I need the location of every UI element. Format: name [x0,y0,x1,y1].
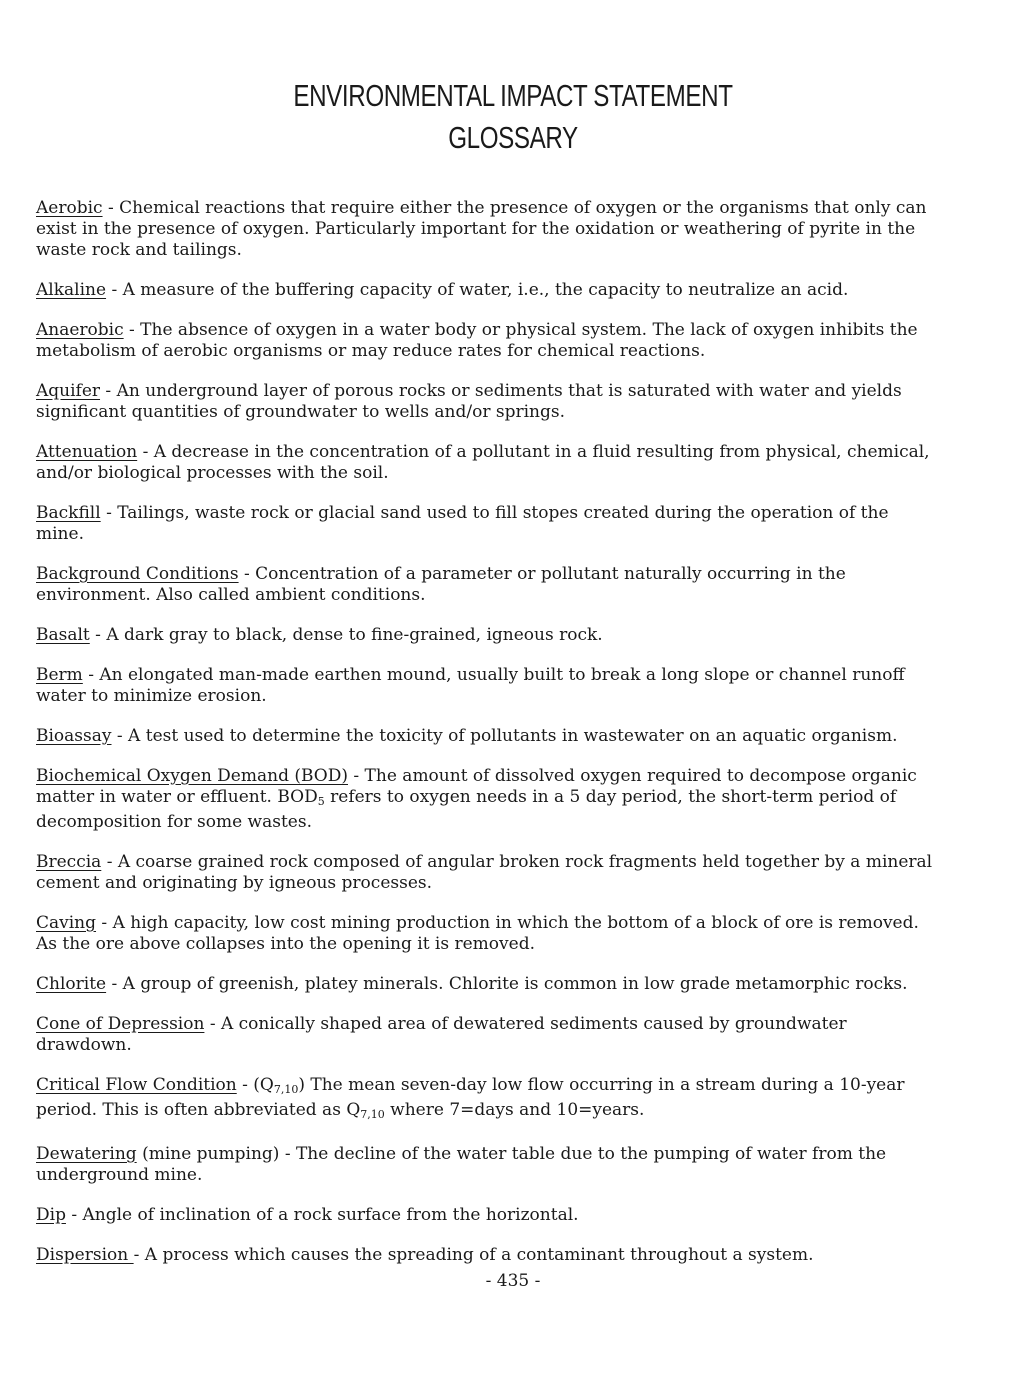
glossary-term: Caving [36,913,97,933]
page-number: - 435 - [485,1271,541,1291]
subscript: 5 [317,795,325,808]
glossary-entry-bioassay [36,726,936,747]
glossary-entry-aerobic [36,198,936,261]
subscript: 7,10 [360,1108,385,1121]
document-title: ENVIRONMENTAL IMPACT STATEMENT [293,78,733,113]
glossary-entry-caving [36,913,936,955]
glossary-entry-alkaline [36,280,936,301]
glossary-term: Dispersion [36,1245,134,1265]
glossary-term: Anaerobic [36,320,124,340]
glossary-term: Dip [36,1205,66,1225]
glossary-entry-bod [36,766,936,833]
glossary-definition: - The amount of dissolved oxygen required to decompose organic matter in water or effluent. BOD [36,766,917,807]
glossary-definition-cont: ) The mean seven-day low flow occurring in a stream during a 10-year period. This is often abbreviated as Q [36,1075,905,1120]
glossary-term: Chlorite [36,974,107,994]
glossary-entry-anaerobic [36,320,936,362]
glossary-term: Dewatering [36,1144,137,1164]
glossary-definition: - A process which causes the spreading of a contaminant throughout a system. [133,1245,814,1265]
glossary-term: Cone of Depression [36,1014,205,1034]
glossary-definition: - Chemical reactions that require either the presence of oxygen or the organisms that only can exist in the presence of oxygen. Particularly important for the oxidation or weathering of pyrite in the waste rock and tailings. [36,198,927,260]
glossary-definition: (mine pumping) - The decline of the water table due to the pumping of water from the underground mine. [36,1144,887,1185]
glossary-term: Alkaline [36,280,107,300]
glossary-definition: - Tailings, waste rock or glacial sand used to fill stopes created during the operation of the mine. [36,503,889,544]
glossary-entry-dispersion [36,1245,936,1266]
glossary-term: Basalt [36,625,90,645]
glossary-definition: - A conically shaped area of dewatered sediments caused by groundwater drawdown. [36,1014,847,1055]
document-subtitle: GLOSSARY [448,120,578,155]
glossary-definition: - Concentration of a parameter or pollutant naturally occurring in the environment. Also called ambient conditions. [36,564,846,605]
glossary-term: Aquifer [36,381,101,401]
glossary-term: Breccia [36,852,102,872]
glossary-definition: - A coarse grained rock composed of angular broken rock fragments held together by a mineral cement and originating by igneous processes. [36,852,933,893]
glossary-definition: - A dark gray to black, dense to fine-grained, igneous rock. [89,625,603,645]
glossary-definition: - (Q [236,1075,274,1095]
glossary-term: Bioassay [36,726,112,746]
glossary-term: Berm [36,665,83,685]
glossary-definition-cont: refers to oxygen needs in a 5 day period, the short-term period of decomposition for some wastes. [36,787,897,832]
glossary-term: Aerobic [36,198,103,218]
glossary-entry-dip [36,1205,936,1226]
glossary-definition: - A group of greenish, platey minerals. Chlorite is common in low grade metamorphic rocks. [106,974,908,994]
glossary-definition: - The absence of oxygen in a water body or physical system. The lack of oxygen inhibits the metabolism of aerobic organisms or may reduce rates for chemical reactions. [36,320,918,361]
glossary-entry-aquifer [36,381,936,423]
glossary-term: Biochemical Oxygen Demand (BOD) [36,766,348,786]
glossary-entry-dewatering [36,1144,936,1186]
glossary-definition: - A measure of the buffering capacity of water, i.e., the capacity to neutralize an acid. [106,280,849,300]
glossary-definition: - An underground layer of porous rocks or sediments that is saturated with water and yields significant quantities of groundwater to wells and/or springs. [36,381,902,422]
subscript: 7,10 [273,1083,299,1096]
glossary-term: Backfill [36,503,101,523]
glossary-entry-attenuation [36,442,936,484]
glossary-definition: - An elongated man-made earthen mound, usually built to break a long slope or channel runoff water to minimize erosion. [36,665,905,706]
glossary-definition: - A test used to determine the toxicity of pollutants in wastewater on an aquatic organism. [111,726,898,746]
glossary-entry-berm [36,665,936,707]
glossary-definition-cont: where 7=days and 10=years. [384,1100,645,1120]
glossary-term: Background Conditions [36,564,239,584]
glossary-definition: - Angle of inclination of a rock surface from the horizontal. [65,1205,579,1225]
glossary-definition: - A high capacity, low cost mining production in which the bottom of a block of ore is removed. As the ore above collapses into the opening it is removed. [36,913,919,954]
glossary-list [36,198,936,1285]
glossary-term: Attenuation [36,442,138,462]
glossary-entry-backfill [36,503,936,545]
glossary-entry-chlorite [36,974,936,995]
glossary-entry-critical-flow-condition [36,1075,936,1125]
glossary-definition: - A decrease in the concentration of a pollutant in a fluid resulting from physical, chemical, and/or biological processes with the soil. [36,442,930,483]
glossary-entry-basalt [36,625,936,646]
glossary-entry-background-conditions [36,564,936,606]
glossary-term: Critical Flow Condition [36,1075,237,1095]
glossary-entry-breccia [36,852,936,894]
glossary-entry-cone-of-depression [36,1014,936,1056]
